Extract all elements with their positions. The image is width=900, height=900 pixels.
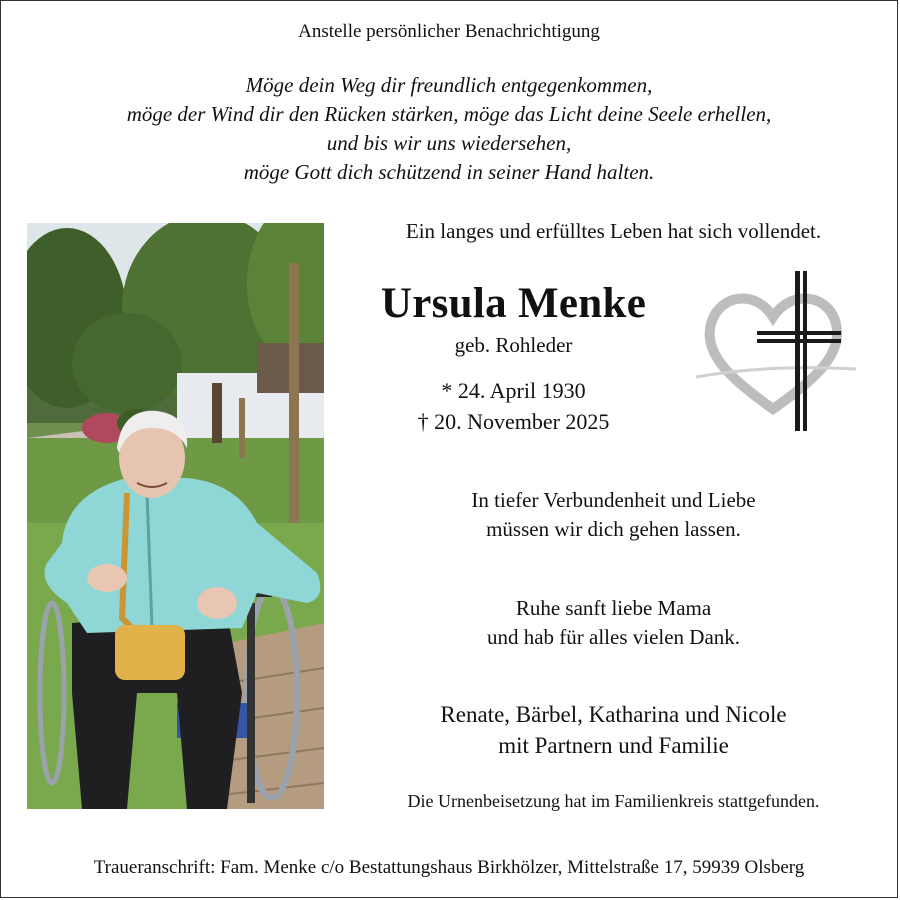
poem-line-1: Möge dein Weg dir freundlich entgegenkommen, bbox=[245, 73, 653, 97]
family-line-1: Renate, Bärbel, Katharina und Nicole bbox=[440, 702, 787, 727]
burial-note: Die Urnenbeisetzung hat im Familienkreis stattgefunden. bbox=[407, 791, 820, 811]
family-signature bbox=[341, 699, 886, 761]
rest-line-1: Ruhe sanft liebe Mama bbox=[515, 596, 712, 620]
family-line-2: mit Partnern und Familie bbox=[498, 733, 729, 758]
farewell-line-1: In tiefer Verbundenheit und Liebe bbox=[471, 488, 756, 512]
birth-date: * 24. April 1930 bbox=[441, 378, 586, 403]
birth-name: geb. Rohleder bbox=[454, 333, 573, 357]
mourning-address: Traueranschrift: Fam. Menke c/o Bestattungshaus Birkhölzer, Mittelstraße 17, 59939 Olsberg bbox=[93, 857, 805, 878]
intro-line: Anstelle persönlicher Benachrichtigung bbox=[298, 21, 600, 42]
deceased-name: Ursula Menke bbox=[380, 280, 647, 327]
poem bbox=[1, 71, 897, 187]
farewell-line-2: müssen wir dich gehen lassen. bbox=[486, 517, 741, 541]
poem-line-4: möge Gott dich schützend in seiner Hand halten. bbox=[243, 160, 655, 184]
life-dates bbox=[341, 375, 686, 437]
lead-line: Ein langes und erfülltes Leben hat sich vollendet. bbox=[405, 219, 822, 243]
poem-line-2: möge der Wind dir den Rücken stärken, möge das Licht deine Seele erhellen, bbox=[126, 102, 772, 126]
farewell-text bbox=[341, 486, 886, 544]
death-date: † 20. November 2025 bbox=[417, 409, 610, 434]
heart-cross-icon bbox=[691, 269, 856, 439]
portrait-photo bbox=[27, 223, 324, 809]
rest-line-2: und hab für alles vielen Dank. bbox=[486, 625, 741, 649]
poem-line-3: und bis wir uns wiedersehen, bbox=[326, 131, 572, 155]
rest-text bbox=[341, 594, 886, 652]
